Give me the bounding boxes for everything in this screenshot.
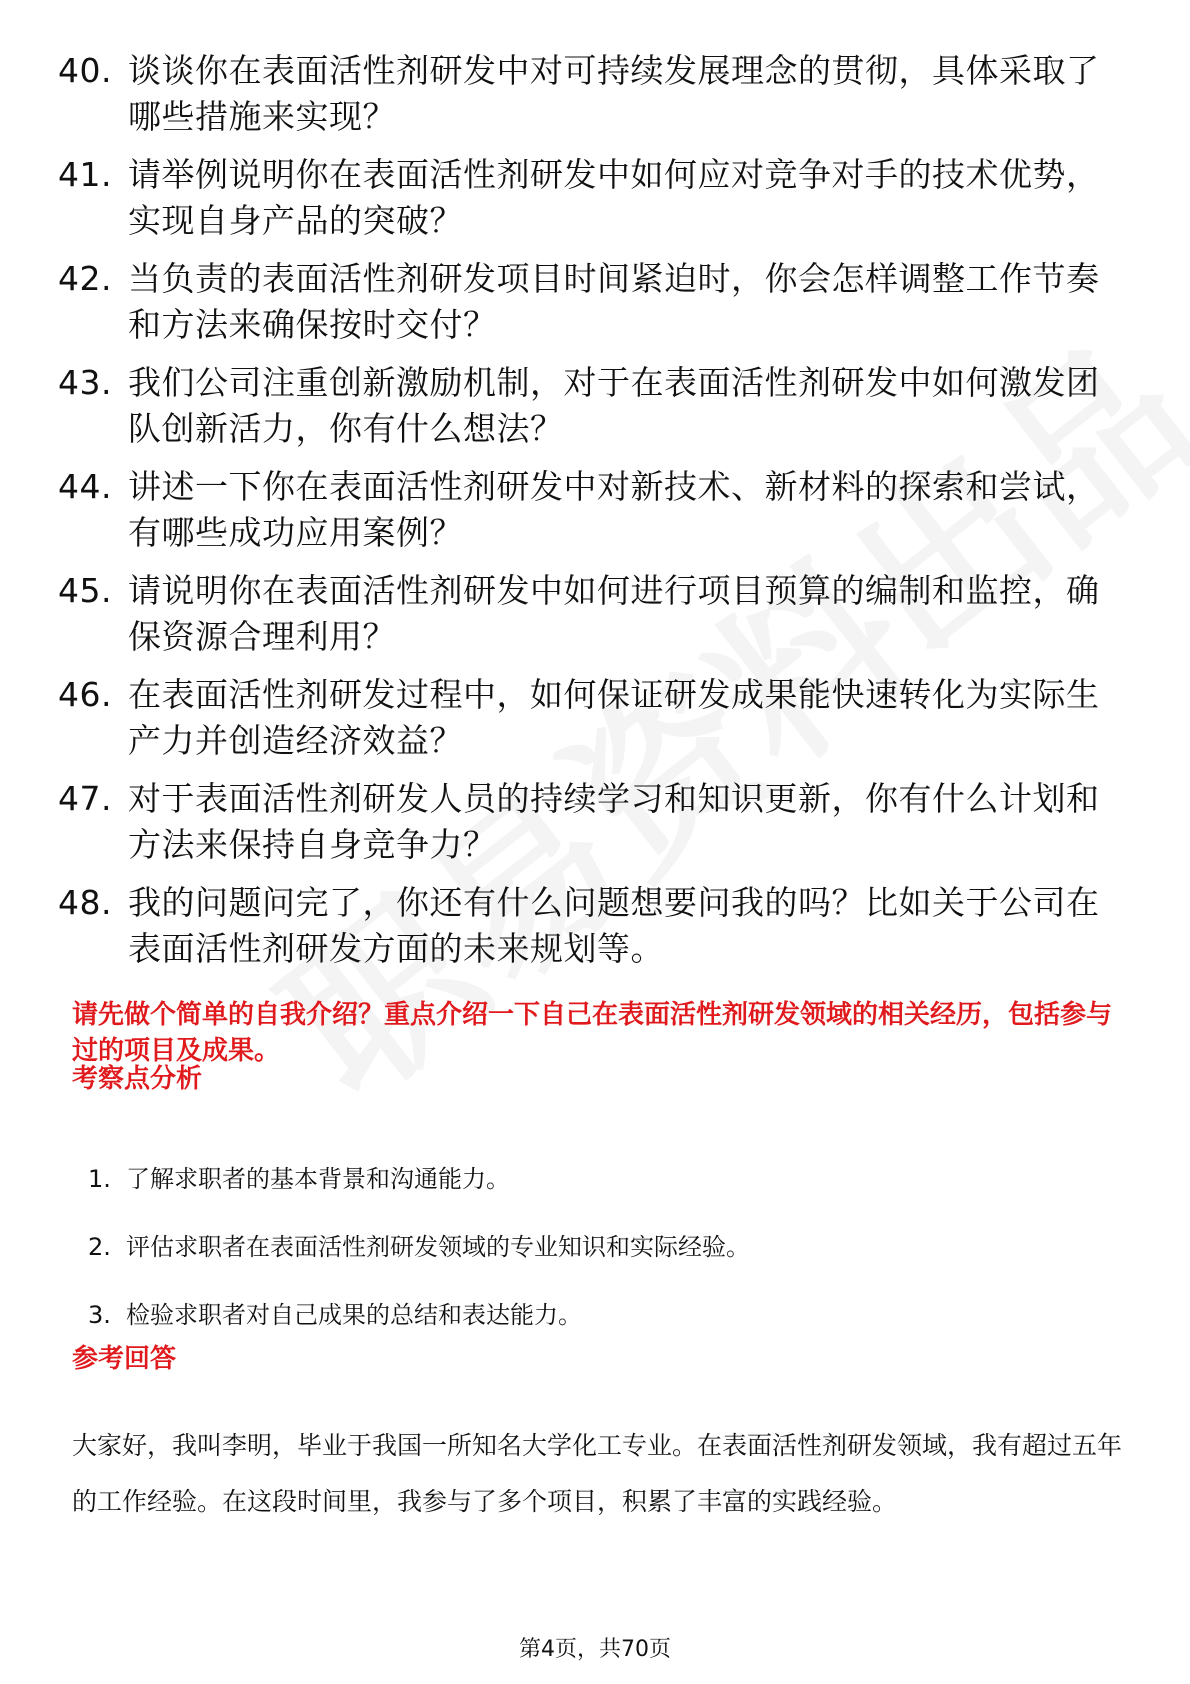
page-footer: 第4页，共70页 xyxy=(519,1637,671,1662)
analysis-item xyxy=(88,1298,1088,1332)
question-text: 在表面活性剂研发过程中，如何保证研发成果能快速转化为实际生产力并创造经济效益？ xyxy=(128,675,1100,760)
analysis-text: 评估求职者在表面活性剂研发领域的专业知识和实际经验。 xyxy=(126,1233,750,1261)
reference-answer-text: 大家好，我叫李明，毕业于我国一所知名大学化工专业。在表面活性剂研发领域，我有超过五年的工作经验。在这段时间里，我参与了多个项目，积累了丰富的实践经验。 xyxy=(72,1431,1123,1516)
question-number: 48. xyxy=(58,883,112,922)
analysis-item xyxy=(88,1162,1088,1196)
question-item xyxy=(58,464,1138,556)
question-text: 请举例说明你在表面活性剂研发中如何应对竞争对手的技术优势，实现自身产品的突破？ xyxy=(128,155,1100,240)
question-item xyxy=(58,48,1138,140)
question-list xyxy=(58,48,1138,984)
question-item xyxy=(58,568,1138,660)
question-item xyxy=(58,360,1138,452)
question-text: 对于表面活性剂研发人员的持续学习和知识更新，你有什么计划和方法来保持自身竞争力？ xyxy=(128,779,1100,864)
analysis-title: 考察点分析 xyxy=(72,1064,203,1094)
question-text: 当负责的表面活性剂研发项目时间紧迫时，你会怎样调整工作节奏和方法来确保按时交付？ xyxy=(128,259,1100,344)
analysis-number: 1. xyxy=(88,1165,111,1193)
analysis-item xyxy=(88,1230,1088,1264)
question-item xyxy=(58,152,1138,244)
question-text: 我们公司注重创新激励机制，对于在表面活性剂研发中如何激发团队创新活力，你有什么想法？ xyxy=(128,363,1100,448)
interview-question-headline: 请先做个简单的自我介绍？重点介绍一下自己在表面活性剂研发领域的相关经历，包括参与过的项目及成果。 xyxy=(72,1000,1113,1066)
analysis-list xyxy=(88,1162,1088,1366)
question-number: 44. xyxy=(58,467,112,506)
question-text: 谈谈你在表面活性剂研发中对可持续发展理念的贯彻，具体采取了哪些措施来实现？ xyxy=(128,51,1100,136)
question-item xyxy=(58,672,1138,764)
analysis-number: 2. xyxy=(88,1233,111,1261)
question-number: 41. xyxy=(58,155,112,194)
question-text: 我的问题问完了，你还有什么问题想要问我的吗？比如关于公司在表面活性剂研发方面的未来规划等。 xyxy=(128,883,1100,968)
analysis-text: 检验求职者对自己成果的总结和表达能力。 xyxy=(126,1301,582,1329)
question-number: 47. xyxy=(58,779,112,818)
analysis-text: 了解求职者的基本背景和沟通能力。 xyxy=(126,1165,510,1193)
analysis-number: 3. xyxy=(88,1301,111,1329)
question-number: 45. xyxy=(58,571,112,610)
question-item xyxy=(58,256,1138,348)
reference-answer-title: 参考回答 xyxy=(72,1344,177,1374)
question-text: 讲述一下你在表面活性剂研发中对新技术、新材料的探索和尝试，有哪些成功应用案例？ xyxy=(128,467,1100,552)
question-number: 42. xyxy=(58,259,112,298)
question-text: 请说明你在表面活性剂研发中如何进行项目预算的编制和监控，确保资源合理利用？ xyxy=(128,571,1100,656)
question-number: 40. xyxy=(58,51,112,90)
question-number: 46. xyxy=(58,675,112,714)
question-item xyxy=(58,776,1138,868)
question-item xyxy=(58,880,1138,972)
question-number: 43. xyxy=(58,363,112,402)
